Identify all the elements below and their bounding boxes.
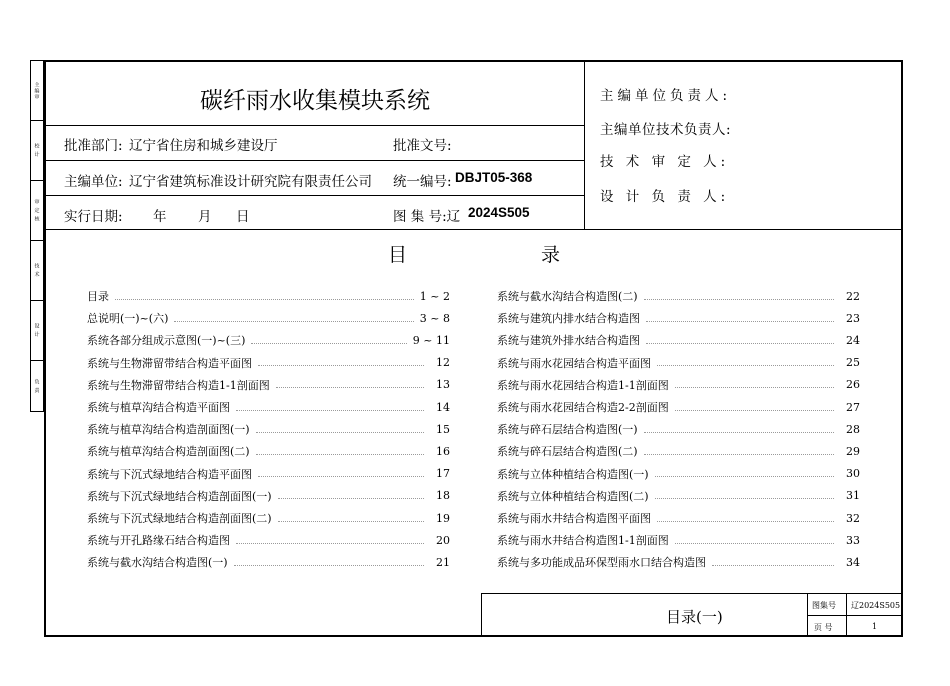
toc-leader-dots bbox=[644, 426, 834, 433]
day-label: 日 bbox=[236, 209, 250, 225]
document-title: 碳纤雨水收集模块系统 bbox=[200, 88, 430, 114]
toc-row bbox=[497, 421, 860, 437]
toc-leader-dots bbox=[644, 448, 834, 455]
title-block-divider bbox=[807, 615, 903, 616]
toc-entry-page: 34 bbox=[846, 555, 860, 569]
toc-entry-page: 13 bbox=[436, 378, 450, 392]
toc-entry-page: 29 bbox=[846, 444, 860, 458]
toc-row bbox=[87, 532, 450, 548]
approve-dept: 辽宁省住房和城乡建设厅 bbox=[129, 138, 278, 154]
toc-entry-title: 系统各部分组成示意图(一)~(三) bbox=[87, 334, 246, 348]
toc-entry-page: 1 ~ 2 bbox=[419, 289, 450, 303]
editor-unit: 辽宁省建筑标准设计研究院有限责任公司 bbox=[129, 174, 372, 190]
toc-entry-page: 3 ~ 8 bbox=[419, 311, 450, 325]
toc-entry-title: 系统与碎石层结合构造图(一) bbox=[497, 423, 638, 437]
toc-row bbox=[87, 355, 450, 371]
toc-row bbox=[87, 288, 450, 304]
signature-designer: 设 计 负 责 人: bbox=[600, 189, 730, 205]
toc-leader-dots bbox=[675, 404, 834, 411]
header-divider bbox=[44, 125, 585, 126]
toc-entry-title: 系统与碎石层结合构造图(二) bbox=[497, 445, 638, 459]
toc-leader-dots bbox=[236, 537, 424, 544]
toc-entry-page: 12 bbox=[436, 356, 450, 370]
signature-editor-unit: 主编单位负责人: bbox=[600, 88, 732, 104]
toc-row bbox=[497, 288, 860, 304]
toc-row bbox=[497, 310, 860, 326]
toc-row bbox=[497, 355, 860, 371]
toc-leader-dots bbox=[655, 492, 834, 499]
toc-entry-page: 30 bbox=[846, 467, 860, 481]
strip-cell: 设 计 bbox=[31, 301, 43, 361]
toc-row bbox=[87, 443, 450, 459]
toc-row bbox=[87, 332, 450, 348]
toc-entry-title: 系统与截水沟结合构造图(一) bbox=[87, 556, 228, 570]
toc-entry-title: 系统与截水沟结合构造图(二) bbox=[497, 290, 638, 303]
toc-entry-page: 32 bbox=[846, 511, 860, 525]
unified-no: DBJT05-368 bbox=[455, 170, 533, 185]
atlas-value: 辽2024S505 bbox=[851, 601, 901, 610]
editor-unit-label: 主编单位: bbox=[64, 174, 123, 190]
toc-row bbox=[87, 554, 450, 570]
toc-row bbox=[497, 332, 860, 348]
toc-leader-dots bbox=[657, 359, 834, 366]
sheet-title: 目录(一) bbox=[666, 608, 723, 626]
toc-entry-title: 系统与雨水花园结合构造2-2剖面图 bbox=[497, 401, 669, 414]
unified-no-label: 统一编号: bbox=[393, 174, 452, 190]
toc-entry-page: 9 ~ 11 bbox=[412, 333, 450, 347]
toc-entry-title: 系统与下沉式绿地结合构造剖面图(一) bbox=[87, 489, 272, 503]
signature-reviewer: 技 术 审 定 人: bbox=[600, 154, 730, 170]
toc-entry-page: 18 bbox=[436, 489, 450, 503]
signature-tech-lead: 主编单位技术负责人: bbox=[600, 122, 732, 138]
toc-row bbox=[497, 488, 860, 504]
toc-entry-title: 系统与生物滞留带结合构造1-1剖面图 bbox=[87, 378, 270, 392]
toc-leader-dots bbox=[251, 337, 406, 344]
toc-entry-title: 系统与雨水花园结合构造平面图 bbox=[497, 356, 651, 370]
toc-entry-page: 33 bbox=[846, 533, 860, 547]
toc-entry-title: 系统与植草沟结合构造剖面图(一) bbox=[87, 423, 250, 437]
toc-row bbox=[87, 377, 450, 393]
toc-leader-dots bbox=[646, 315, 834, 322]
toc-leader-dots bbox=[258, 359, 424, 366]
toc-entry-title: 系统与植草沟结合构造平面图 bbox=[87, 401, 230, 414]
toc-entry-title: 目录 bbox=[87, 290, 109, 303]
toc-entry-page: 23 bbox=[846, 311, 860, 325]
toc-leader-dots bbox=[256, 426, 424, 433]
toc-row bbox=[87, 488, 450, 504]
strip-cell: 主编审 bbox=[31, 61, 43, 121]
header-divider bbox=[44, 195, 585, 196]
toc-leader-dots bbox=[234, 559, 424, 566]
toc-entry-page: 26 bbox=[846, 378, 860, 392]
toc-row bbox=[87, 399, 450, 415]
toc-row bbox=[497, 554, 860, 570]
toc-entry-page: 28 bbox=[846, 422, 860, 436]
toc-leader-dots bbox=[276, 381, 424, 388]
strip-cell: 负 责 bbox=[33, 378, 40, 394]
strip-cell: 校 计 bbox=[31, 121, 43, 181]
toc-entry-page: 22 bbox=[846, 289, 860, 303]
atlas-no-label: 图 集 号:辽 bbox=[393, 209, 461, 225]
toc-entry-title: 系统与建筑内排水结合构造图 bbox=[497, 312, 640, 326]
approve-no-label: 批准文号: bbox=[393, 138, 452, 154]
toc-leader-dots bbox=[278, 515, 424, 522]
toc-row bbox=[87, 466, 450, 482]
page-value: 1 bbox=[872, 622, 878, 631]
toc-entry-title: 系统与开孔路缘石结合构造图 bbox=[87, 534, 230, 548]
toc-entry-page: 17 bbox=[436, 467, 450, 481]
toc-row bbox=[497, 377, 860, 393]
toc-entry-page: 25 bbox=[846, 356, 860, 370]
toc-entry-page: 19 bbox=[436, 511, 450, 525]
toc-entry-title: 系统与建筑外排水结合构造图 bbox=[497, 334, 640, 348]
atlas-label: 图集号 bbox=[812, 601, 836, 610]
strip-cell: 审 定 核 bbox=[31, 181, 43, 241]
toc-entry-page: 16 bbox=[436, 444, 450, 458]
toc-entry-title: 系统与植草沟结合构造剖面图(二) bbox=[87, 445, 250, 459]
toc-row bbox=[497, 399, 860, 415]
toc-leader-dots bbox=[174, 315, 413, 322]
header-divider bbox=[585, 229, 903, 230]
signature-strip bbox=[30, 60, 44, 412]
toc-entry-title: 系统与下沉式绿地结合构造平面图 bbox=[87, 467, 252, 481]
impl-date-label: 实行日期: bbox=[64, 209, 123, 225]
toc-entry-page: 15 bbox=[436, 422, 450, 436]
toc-leader-dots bbox=[646, 337, 834, 344]
strip-cell: 技 术 bbox=[31, 241, 43, 301]
toc-entry-title: 系统与立体种植结合构造图(一) bbox=[497, 467, 649, 481]
toc-leader-dots bbox=[675, 537, 834, 544]
toc-leader-dots bbox=[236, 404, 424, 411]
toc-entry-title: 系统与下沉式绿地结合构造剖面图(二) bbox=[87, 512, 272, 525]
toc-entry-title: 系统与雨水井结合构造图1-1剖面图 bbox=[497, 534, 669, 548]
toc-entry-title: 系统与生物滞留带结合构造平面图 bbox=[87, 356, 252, 370]
header-divider bbox=[44, 160, 585, 161]
toc-leader-dots bbox=[115, 293, 414, 300]
toc-row bbox=[497, 510, 860, 526]
toc-row bbox=[497, 532, 860, 548]
toc-entry-page: 27 bbox=[846, 400, 860, 414]
toc-entry-title: 系统与雨水井结合构造图平面图 bbox=[497, 512, 651, 525]
toc-entry-page: 31 bbox=[846, 489, 860, 503]
approve-dept-label: 批准部门: bbox=[64, 138, 123, 154]
toc-entry-title: 系统与多功能成品环保型雨水口结合构造图 bbox=[497, 556, 706, 570]
toc-entry-page: 21 bbox=[436, 555, 450, 569]
toc-entry-page: 24 bbox=[846, 333, 860, 347]
toc-leader-dots bbox=[256, 448, 424, 455]
toc-leader-dots bbox=[712, 559, 834, 566]
page-label: 页 号 bbox=[814, 623, 833, 632]
year-label: 年 bbox=[153, 209, 167, 225]
toc-row bbox=[497, 443, 860, 459]
toc-leader-dots bbox=[258, 470, 424, 477]
toc-title-b: 录 bbox=[541, 244, 561, 266]
toc-entry-title: 系统与立体种植结合构造图(二) bbox=[497, 489, 649, 503]
toc-row bbox=[87, 421, 450, 437]
toc-row bbox=[497, 466, 860, 482]
toc-entry-title: 系统与雨水花园结合构造1-1剖面图 bbox=[497, 378, 669, 392]
toc-leader-dots bbox=[278, 492, 424, 499]
toc-leader-dots bbox=[657, 515, 834, 522]
month-label: 月 bbox=[198, 209, 212, 225]
toc-leader-dots bbox=[655, 470, 834, 477]
toc-leader-dots bbox=[675, 381, 834, 388]
toc-row bbox=[87, 310, 450, 326]
toc-entry-title: 总说明(一)~(六) bbox=[87, 312, 169, 326]
atlas-no: 2024S505 bbox=[468, 205, 530, 220]
toc-entry-page: 20 bbox=[436, 533, 450, 547]
toc-title-a: 目 bbox=[388, 244, 408, 266]
toc-leader-dots bbox=[644, 293, 834, 300]
toc-entry-page: 14 bbox=[436, 400, 450, 414]
toc-row bbox=[87, 510, 450, 526]
